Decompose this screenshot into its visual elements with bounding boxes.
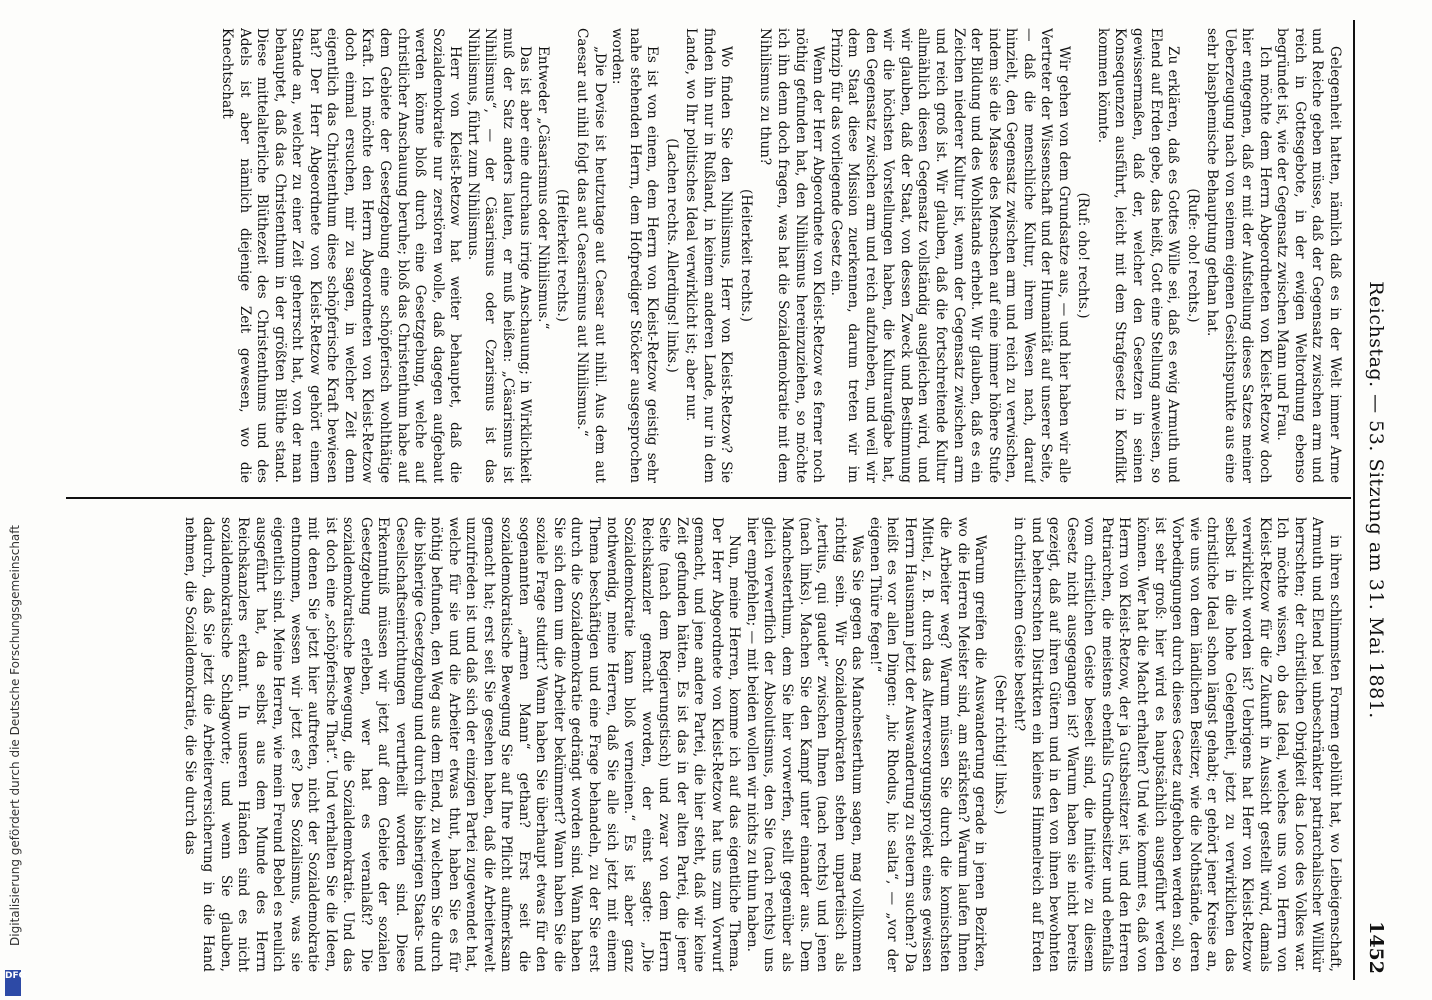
rotated-page-area xyxy=(60,20,1395,980)
quotation: „Die Devise ist heutzutage aut Caesar aut nihil. Aus dem aut Caesar aut nihil folgt das aut Caesarismus aut Nihilismus.“ xyxy=(574,28,608,483)
interjection: (Heiterkeit rechts.) xyxy=(554,189,571,322)
session-heading: Reichstag. — 53. Sitzung am 31. Mai 1881. xyxy=(1365,281,1387,719)
funding-note-text: Digitalisierung gefördert durch die Deutsche Forschungsgemeinschaft xyxy=(8,524,22,946)
interjection: (Rufe: oho! rechts.) xyxy=(1184,188,1201,323)
printed-page xyxy=(60,20,1395,980)
paragraph: Wenn der Herr Abgeordnete von Kleist-Retzow es ferner noch nöthig gefunden hat, den Nihilismus hereinzuziehen, so möchte ich ihn denn doch fragen, was hat die Sozialdemokratie mit dem Nihilismus zu thun? xyxy=(757,28,827,483)
column-divider xyxy=(66,497,1351,499)
paragraph: Ich möchte dem Herrn Abgeordneten von Kleist-Retzow doch hier entgegnen, daß er mit der Aufstellung dieses Satzes meiner Ueberzeugung nach von seinem eigenen Gesichtspunkte aus eine sehr blasphemische Behauptung gethan hat. xyxy=(1204,28,1273,483)
paragraph: Nun, meine Herren, komme ich auf das eigentliche Thema. Der Herr Abgeordnete von Kleist-Retzow hat uns zum Vorwurf gemacht, und jene andere Partei, die hier steht, daß wir keine Zeit gefunden hätten. Es ist das in der alten Partei, die jener Seite (nach dem Regierungstisch) und zwar von dem Herrn Reichskanzler gemacht worden, der einst sagte: „Die Sozialdemokratie kann bloß verneinen.“ Es ist aber ganz nothwendig, meine Herren, daß Sie alle sich jetzt mit einem Thema beschäftigen und eine Frage behandeln, zu der Sie erst durch die Sozialdemokratie gedrängt worden sind. Wann haben Sie sich denn um die Arbeiter bekümmert? Wann haben Sie die soziale Frage studirt? Wann haben Sie überhaupt etwas für den sogenannten „armen Mann“ gethan? Erst seit die sozialdemokratische Bewegung Sie auf Ihre Pflicht aufmerksam gemacht hat; erst seit Sie gesehen haben, daß die Arbeiterwelt unzufrieden ist und daß sich der einzigen Partei zugewendet hat, welche für sie und die Arbeiter etwas thut, haben Sie es für nöthig befunden, den Weg aus dem Elend, zu welchem Sie durch die bisherige Gesetzgebung und durch die bisherigen Staats- und Gesellschaftseinrichtungen verurtheilt worden sind. Diese Erkenntniß müssen wir jetzt auf dem Gebiete der sozialen Gesetzgebung erleben, wer hat es veranlaßt? Die sozialdemokratische Bewegung, die Sozialdemokratie. Und das ist doch eine „schöpferische That“. Und verhalten Sie die Ideen, mit denen Sie jetzt hier auftreten, nicht der Sozialdemokratie entnommen, wessen wir jetzt es? Des Sozialismus, was sie eigentlich sind. Meine Herren, wie mein Freund Bebel es neulich ausgeführt hat, da selbst aus dem Munde des Herrn Reichskanzlers erkannt. In unseren Händen sind es nicht sozialdemokratische Schlagworte; und wenn Sie glauben, dadurch, daß Sie jetzt die Arbeiterversicherung in die Hand nehmen, die Sozialdemokratie, die Sie durch das xyxy=(182,517,743,972)
paragraph: Gelegenheit hatten, nämlich daß es in der Welt immer Arme und Reiche geben müsse, daß der Gegensatz zwischen arm und reich in Gottesgebote, in der ewigen Weltordnung ebenso begründet ist, wie der Gegensatz zwischen Mann und Frau. xyxy=(1274,28,1343,483)
paragraph: Wo finden Sie den Nihilismus, Herr von Kleist-Retzow? Sie finden ihn nur in Rußland, in keinem anderen Lande, nur in dem Lande, wo Ihr politisches Ideal verwirklicht ist; aber nur. xyxy=(683,28,735,483)
paragraph: Herr von Kleist-Retzow hat weiter behauptet, daß die Sozialdemokratie nur zerstören wolle, daß dagegen aufgebaut werden könne bloß durch eine Gesetzgebung, welche auf christlicher Anschauung beruhe; bloß das Christenthum habe auf dem Gebiete der Gesetzgebung eine schöpferisch wohlthätige Kraft. Ich möchte den Herrn Abgeordneten von Kleist-Retzow doch einmal ersuchen, mir zu sagen, in welcher Zeit denn eigentlich das Christenthum diese schöpferische Kraft bewiesen hat? Der Herr Abgeordnete von Kleist-Retzow gehört einem Stande an, welcher zu einer Zeit geherrscht hat, von der man behauptet, daß das Christenthum in der größten Blüthe stand. Diese mittelalterliche Blüthezeit des Christenthums und des Adels ist aber nämlich diejenige Zeit gewesen, wo die Knechtschaft xyxy=(219,28,464,483)
paragraph: Das ist aber eine durchaus irrige Anschauung; in Wirklichkeit muß der Satz anders lauten, er muß heißen: „Cäsarismus ist Nihilismus“, — der Cäsarismus oder Czarismus ist das Nihilismus, führt zum Nihilismus. xyxy=(464,28,534,483)
page-number: 1452 xyxy=(1365,921,1387,974)
interjection: (Sehr richtig! links.) xyxy=(991,674,1008,815)
paragraph: Es ist von einem, dem Herrn von Kleist-Retzow geistig sehr nahe stehenden Herrn, dem Hofprediger Stöcker ausgesprochen worden: xyxy=(609,28,661,483)
paragraph: in ihren schlimmsten Formen geblüht hat, wo Leibeigenschaft, Armuth und Elend bei unbeschränkter patriarchalischer Willkür herrschten; der christlichen Obrigkeit das Loos des Volkes war. Ich möchte wissen, ob das Ideal, welches uns von Herrn von Kleist-Retzow für die Zukunft in Aussicht gestellt wird, damals verwirklicht worden ist? Uebrigens hat Herr von Kleist-Retzow selbst in die hohe Gelegenheit, jetzt zu verwirklichen das christliche Ideal schon längst gehabt; er gehört jener Kreise an, wie uns von dem ländlichen Besitzer, wie die Nothstände, deren Vorbedingungen durch dieses Gesetz aufgehoben werden soll, so ist sehr groß: hier wird es hauptsächlich ausgeführt werden können. Wer hat die Macht erhalten? Und wie kommt es, daß von Herrn von Kleist-Retzow, der ja Gutsbesitzer ist, und den Herren Patriarchen, die meistens ebenfalls Grundbesitzer und ebenfalls vom christlichen Geiste beseelt sind, die Initiative zu diesem Gesetz nicht ausgegangen ist? Warum haben sie nicht bereits gezeigt, daß auf ihren Gütern und in den von ihnen bewohnten und beherrschten Distrikten ein kleines Himmelreich auf Erden in christlichem Geiste besteht? xyxy=(1011,517,1343,972)
paragraph: Wir gehen von dem Grundsatze aus, — und hier haben wir alle Vertreter der Wissenschaft und der Humanität auf unserer Seite, — daß die menschliche Kultur, ihrem Wesen nach, darauf hinzielt, den Gegensatz zwischen arm und reich zu verwischen, indem sie die Masse des Menschen auf eine immer höhere Stufe der Bildung und des Wohlstands erhebt. Wir glauben, daß es ein Zeichen niederer Kultur ist, wenn der Gegensatz zwischen arm und reich groß ist. Wir glauben, daß die fortschreitende Kultur allmählich diesen Gegensatz vollständig ausgleichen wird, und wir glauben, daß der Staat, von dessen Zweck und Bestimmung wir die höchsten Vorstellungen haben, die Kulturaufgabe hat, den Gegensatz zwischen arm und reich aufzuheben, und weil wir dem Staat diese Mission zuerkennen, darum treten wir im Prinzip für das vorliegende Gesetz ein. xyxy=(827,28,1072,483)
paragraph: Zu erklären, daß es Gottes Wille sei, daß es ewig Armuth und Elend auf Erden gebe, das heißt, Gott eine Stellung anweisen, so gewissermaßen, daß der, welcher den Gesetzen in seinen Konsequenzen ausführt, leicht mit dem Strafgesetz in Konflikt kommen könnte. xyxy=(1094,28,1182,483)
running-head xyxy=(1353,20,1395,980)
left-column xyxy=(68,28,1343,483)
paragraph: Entweder „Cäsarismus oder Nihilismus.“ xyxy=(534,46,551,330)
paragraph: Was Sie gegen das Manchesterthum sagen, mag vollkommen richtig sein. Wir Sozialdemokraten stehen unparteiisch als „tertius, qui gaudet“ zwischen Ihnen (nach rechts) und jenen (nach links). Machen Sie den Kampf unter einander aus. Dem Manchesterthum, dem Sie hier vorwerfen, stellt gegenüber als gleich verwerflich der Absolutismus, den Sie (nach rechts) uns hier empfehlen; — mit beiden wollen wir nichts zu thun haben. xyxy=(743,517,866,972)
digitization-note xyxy=(2,6,46,994)
dfg-logo: DFG xyxy=(5,970,21,996)
interjection: (Lachen rechts. Allerdings! links.) xyxy=(663,138,680,373)
interjection: (Ruf: oho! rechts.) xyxy=(1075,192,1092,319)
right-column xyxy=(68,517,1343,972)
paragraph: Warum greifen die Auswanderung gerade in jenen Bezirken, wo die Herren Meister sind, am stärksten? Warum laufen Ihnen die Arbeiter weg? Warum müssen Sie durch die komischsten Mittel, z. B. durch das Alterversorgungsprojekt eines gewissen Herrn Hausmann jetzt der Auswanderung zu steuern suchen? Da heißt es vor allen Dingen: „hic Rhodus, hic salta“, — „vor der eigenen Thüre fegen!“ xyxy=(866,517,989,972)
interjection: (Heiterkeit rechts.) xyxy=(737,189,754,322)
